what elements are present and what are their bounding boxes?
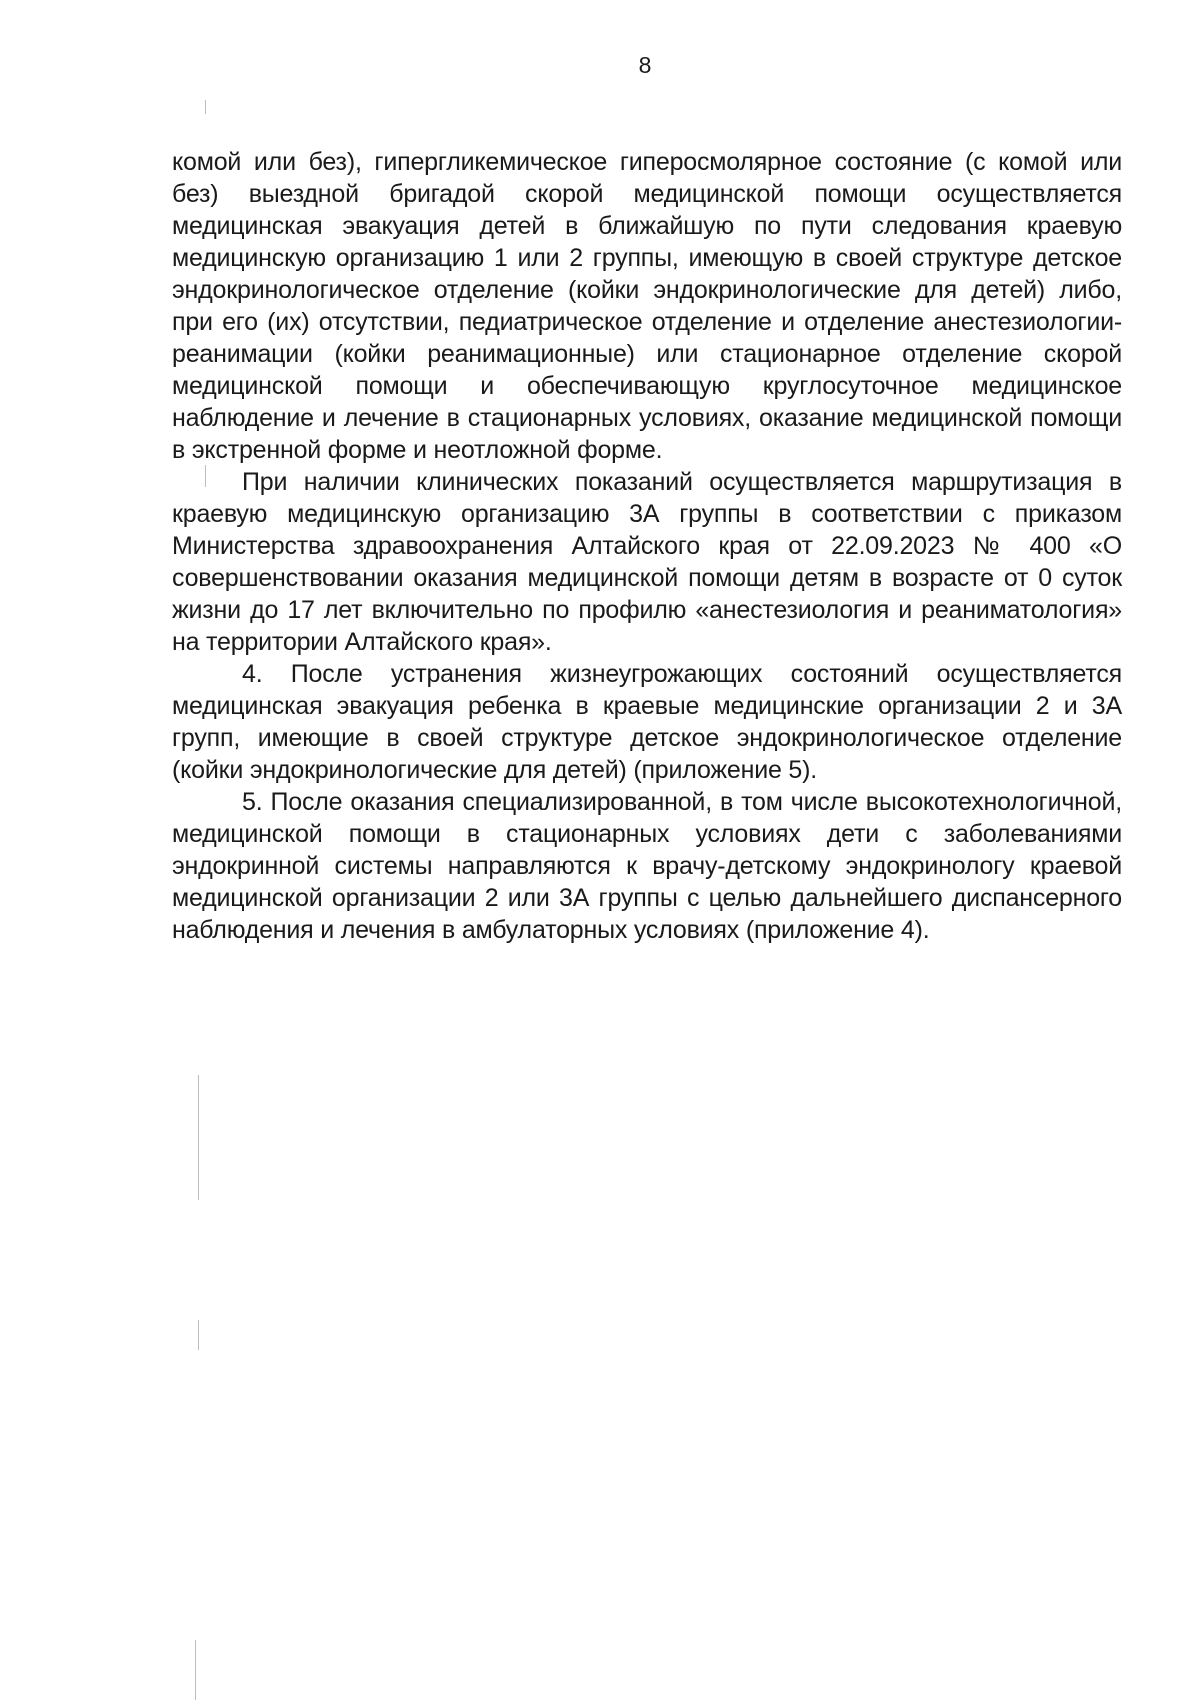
paragraph-item-4: 4. После устранения жизнеугрожающих состояний осуществляется медицинская эвакуация ребенка в краевые медицинские организации 2 и 3А групп, имеющие в своей структуре детское эндокринологическое отделение (койки эндокринологические для детей) (приложение 5).: [172, 660, 1122, 784]
scan-mark: [195, 1640, 196, 1700]
paragraph-routing: При наличии клинических показаний осуществляется маршрутизация в краевую медицинскую организацию 3А группы в соответствии с приказом Министерства здравоохранения Алтайского края от 22.09.2023 № 400 «О совершенствовании оказания медицинской помощи детям в возрасте от 0 суток жизни до 17 лет включительно по профилю «анестезиология и реаниматология» на территории Алтайского края».: [172, 468, 1122, 656]
scan-mark: [198, 1320, 199, 1350]
paragraph-item-5: 5. После оказания специализированной, в том числе высокотехнологичной, медицинской помощи в стационарных условиях дети с заболеваниями эндокринной системы направляются к врачу-детскому эндокринологу краевой медицинской организации 2 или 3А группы с целью дальнейшего диспансерного наблюдения и лечения в амбулаторных условиях (приложение 4).: [172, 788, 1122, 944]
scan-mark: [205, 100, 206, 114]
page-number: 8: [638, 52, 652, 78]
document-body: [172, 146, 1122, 946]
paragraph-continuation: комой или без), гипергликемическое гиперосмолярное состояние (с комой или без) выездной бригадой скорой медицинской помощи осуществляется медицинская эвакуация детей в ближайшую по пути следования краевую медицинскую организацию 1 или 2 группы, имеющую в своей структуре детское эндокринологическое отделение (койки эндокринологические для детей) либо, при его (их) отсутствии, педиатрическое отделение и отделение анестезиологии-реанимации (койки реанимационные) или стационарное отделение скорой медицинской помощи и обеспечивающую круглосуточное медицинское наблюдение и лечение в стационарных условиях, оказание медицинской помощи в экстренной форме и неотложной форме.: [172, 148, 1122, 464]
scan-mark: [198, 1075, 199, 1200]
scan-mark: [205, 465, 206, 487]
